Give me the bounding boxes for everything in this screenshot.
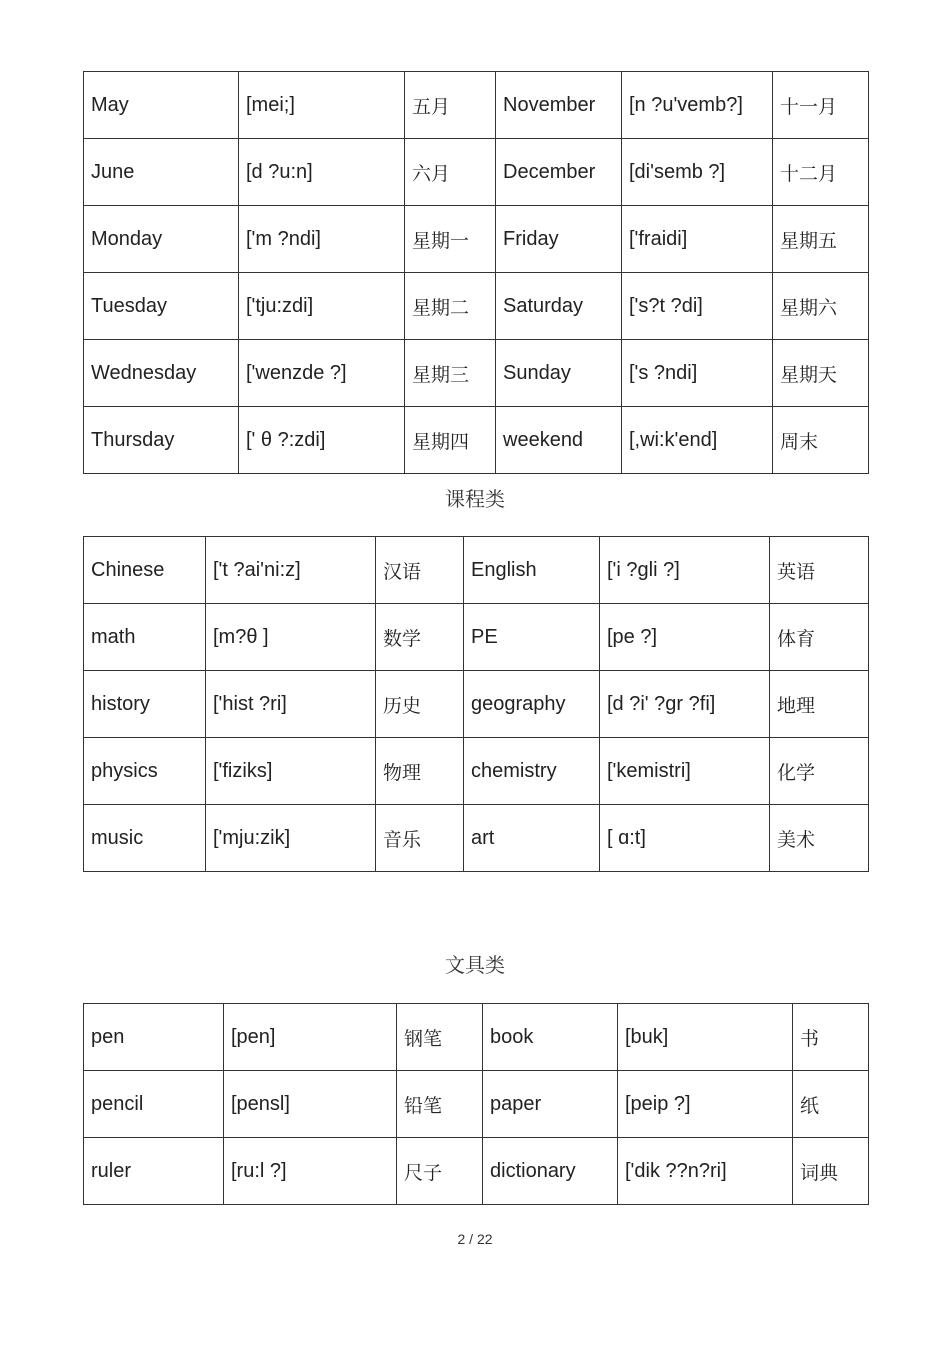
meaning-cell: 周末 bbox=[773, 407, 869, 474]
table-row bbox=[84, 537, 869, 604]
table-row bbox=[84, 738, 869, 805]
stationery-section-title: 文具类 bbox=[445, 953, 505, 977]
word-cell: music bbox=[84, 805, 206, 872]
word-cell: math bbox=[84, 604, 206, 671]
phonetic-cell: [,wi:k'end] bbox=[622, 407, 773, 474]
stationery-table bbox=[83, 1003, 869, 1205]
word-cell: weekend bbox=[496, 407, 622, 474]
word-cell: English bbox=[464, 537, 600, 604]
word-cell: December bbox=[496, 139, 622, 206]
meaning-cell: 体育 bbox=[770, 604, 869, 671]
word-cell: Wednesday bbox=[84, 340, 239, 407]
phonetic-cell: ['i ?gli ?] bbox=[600, 537, 770, 604]
word-cell: June bbox=[84, 139, 239, 206]
word-cell: physics bbox=[84, 738, 206, 805]
phonetic-cell: ['mju:zik] bbox=[206, 805, 376, 872]
phonetic-cell: ['wenzde ?] bbox=[239, 340, 405, 407]
meaning-cell: 纸 bbox=[793, 1071, 869, 1138]
table-row bbox=[84, 1138, 869, 1205]
phonetic-cell: [n ?u'vemb?] bbox=[622, 72, 773, 139]
word-cell: book bbox=[483, 1004, 618, 1071]
subjects-section-title: 课程类 bbox=[445, 487, 505, 511]
phonetic-cell: ['hist ?ri] bbox=[206, 671, 376, 738]
subjects-table-body bbox=[84, 537, 869, 872]
meaning-cell: 星期五 bbox=[773, 206, 869, 273]
word-cell: Saturday bbox=[496, 273, 622, 340]
meaning-cell: 书 bbox=[793, 1004, 869, 1071]
meaning-cell: 星期天 bbox=[773, 340, 869, 407]
phonetic-cell: [buk] bbox=[618, 1004, 793, 1071]
meaning-cell: 英语 bbox=[770, 537, 869, 604]
word-cell: paper bbox=[483, 1071, 618, 1138]
phonetic-cell: ['tju:zdi] bbox=[239, 273, 405, 340]
meaning-cell: 星期三 bbox=[405, 340, 496, 407]
word-cell: Friday bbox=[496, 206, 622, 273]
page-number: 2 / 22 bbox=[457, 1231, 493, 1247]
meaning-cell: 地理 bbox=[770, 671, 869, 738]
meaning-cell: 音乐 bbox=[376, 805, 464, 872]
table-row bbox=[84, 671, 869, 738]
meaning-cell: 六月 bbox=[405, 139, 496, 206]
meaning-cell: 汉语 bbox=[376, 537, 464, 604]
word-cell: PE bbox=[464, 604, 600, 671]
meaning-cell: 美术 bbox=[770, 805, 869, 872]
word-cell: art bbox=[464, 805, 600, 872]
table-row bbox=[84, 139, 869, 206]
meaning-cell: 数学 bbox=[376, 604, 464, 671]
table-row bbox=[84, 1071, 869, 1138]
meaning-cell: 物理 bbox=[376, 738, 464, 805]
word-cell: May bbox=[84, 72, 239, 139]
meaning-cell: 星期一 bbox=[405, 206, 496, 273]
word-cell: ruler bbox=[84, 1138, 224, 1205]
word-cell: chemistry bbox=[464, 738, 600, 805]
table-row bbox=[84, 805, 869, 872]
word-cell: Chinese bbox=[84, 537, 206, 604]
word-cell: pen bbox=[84, 1004, 224, 1071]
word-cell: November bbox=[496, 72, 622, 139]
word-cell: Tuesday bbox=[84, 273, 239, 340]
phonetic-cell: [' θ ?:zdi] bbox=[239, 407, 405, 474]
phonetic-cell: ['dik ??n?ri] bbox=[618, 1138, 793, 1205]
word-cell: geography bbox=[464, 671, 600, 738]
word-cell: dictionary bbox=[483, 1138, 618, 1205]
phonetic-cell: ['kemistri] bbox=[600, 738, 770, 805]
phonetic-cell: [di'semb ?] bbox=[622, 139, 773, 206]
word-cell: Sunday bbox=[496, 340, 622, 407]
word-cell: pencil bbox=[84, 1071, 224, 1138]
table-row bbox=[84, 340, 869, 407]
meaning-cell: 词典 bbox=[793, 1138, 869, 1205]
phonetic-cell: [pensl] bbox=[224, 1071, 397, 1138]
phonetic-cell: [d ?i' ?gr ?fi] bbox=[600, 671, 770, 738]
stationery-table-body bbox=[84, 1004, 869, 1205]
meaning-cell: 星期六 bbox=[773, 273, 869, 340]
word-cell: Monday bbox=[84, 206, 239, 273]
phonetic-cell: [d ?u:n] bbox=[239, 139, 405, 206]
phonetic-cell: ['s ?ndi] bbox=[622, 340, 773, 407]
phonetic-cell: [peip ?] bbox=[618, 1071, 793, 1138]
phonetic-cell: ['m ?ndi] bbox=[239, 206, 405, 273]
meaning-cell: 五月 bbox=[405, 72, 496, 139]
phonetic-cell: ['t ?ai'ni:z] bbox=[206, 537, 376, 604]
phonetic-cell: [ru:l ?] bbox=[224, 1138, 397, 1205]
phonetic-cell: ['s?t ?di] bbox=[622, 273, 773, 340]
months-days-table bbox=[83, 71, 869, 474]
phonetic-cell: [pe ?] bbox=[600, 604, 770, 671]
phonetic-cell: ['fraidi] bbox=[622, 206, 773, 273]
meaning-cell: 尺子 bbox=[397, 1138, 483, 1205]
table-row bbox=[84, 206, 869, 273]
phonetic-cell: [mei;] bbox=[239, 72, 405, 139]
phonetic-cell: [ ɑ:t] bbox=[600, 805, 770, 872]
meaning-cell: 钢笔 bbox=[397, 1004, 483, 1071]
meaning-cell: 十一月 bbox=[773, 72, 869, 139]
meaning-cell: 化学 bbox=[770, 738, 869, 805]
table-row bbox=[84, 407, 869, 474]
meaning-cell: 十二月 bbox=[773, 139, 869, 206]
months-days-table-body bbox=[84, 72, 869, 474]
word-cell: history bbox=[84, 671, 206, 738]
phonetic-cell: ['fiziks] bbox=[206, 738, 376, 805]
subjects-table bbox=[83, 536, 869, 872]
table-row bbox=[84, 273, 869, 340]
table-row bbox=[84, 604, 869, 671]
meaning-cell: 星期二 bbox=[405, 273, 496, 340]
phonetic-cell: [m?θ ] bbox=[206, 604, 376, 671]
meaning-cell: 铅笔 bbox=[397, 1071, 483, 1138]
word-cell: Thursday bbox=[84, 407, 239, 474]
meaning-cell: 历史 bbox=[376, 671, 464, 738]
table-row bbox=[84, 72, 869, 139]
meaning-cell: 星期四 bbox=[405, 407, 496, 474]
table-row bbox=[84, 1004, 869, 1071]
phonetic-cell: [pen] bbox=[224, 1004, 397, 1071]
